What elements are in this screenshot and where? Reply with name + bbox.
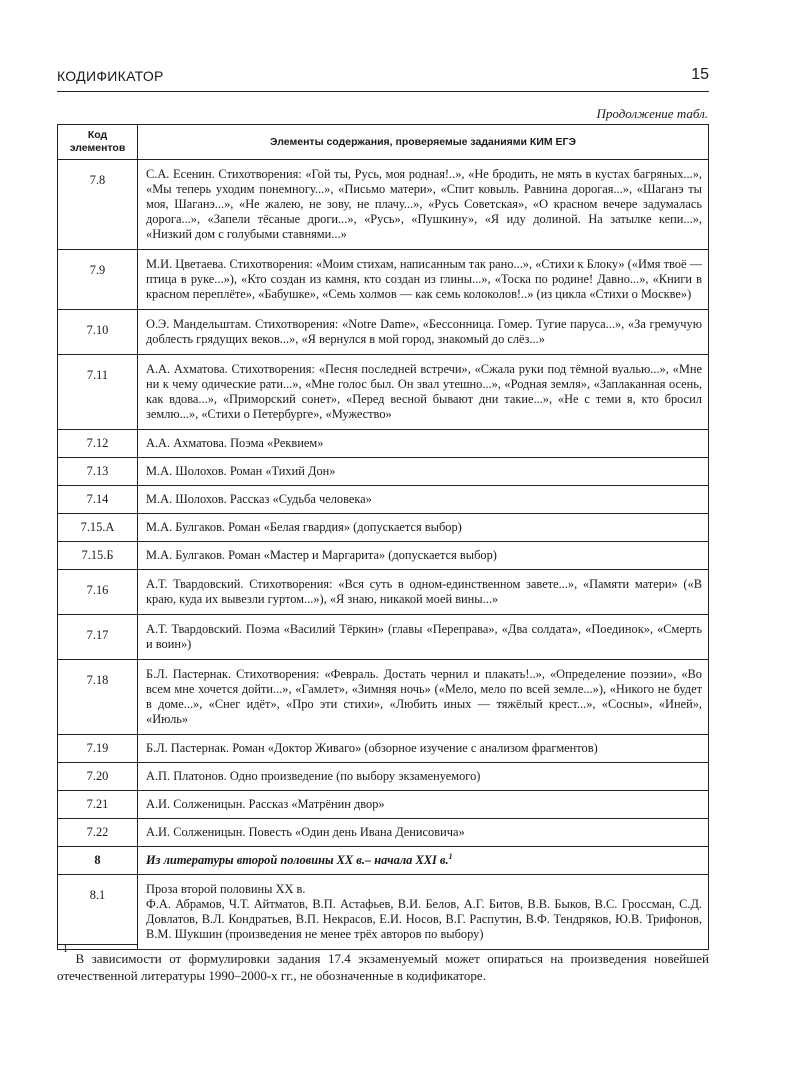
footnote-divider <box>57 944 137 945</box>
element-content-text: Проза второй половины XX в. <box>146 882 306 896</box>
element-content <box>138 542 709 570</box>
element-content <box>138 310 709 355</box>
table-row <box>58 735 709 763</box>
page-header <box>57 68 709 90</box>
table-continuation-label: Продолжение табл. <box>596 106 708 121</box>
element-code: 7.9 <box>58 250 138 310</box>
table-row <box>58 791 709 819</box>
element-code: 7.21 <box>58 791 138 819</box>
element-code: 7.22 <box>58 819 138 847</box>
footnote <box>57 944 710 984</box>
element-content-text: А.И. Солженицын. Рассказ «Матрёнин двор» <box>146 797 385 811</box>
element-content-text: М.А. Шолохов. Роман «Тихий Дон» <box>146 464 336 478</box>
element-content-text: О.Э. Мандельштам. Стихотворения: «Notre Dame», «Бессонница. Гомер. Тугие паруса...», «За гремучую доблесть грядущих веков...», «Я вернулся в мой город, знакомый до слёз...» <box>146 317 702 346</box>
element-code: 7.8 <box>58 160 138 250</box>
table-row <box>58 486 709 514</box>
element-content-text: С.А. Есенин. Стихотворения: «Гой ты, Русь, моя родная!..», «Не бродить, не мять в кустах багряных...», «Мы теперь уходим понемногу...», «Письмо матери», «Спит ковыль. Равнина дорогая...», «Шаганэ ты моя, Шаганэ...», «Не жалею, не зову, не плачу...», «Русь Советская», «О красном вечере задумалась дорога...», «Запели тёсаные дроги...», «Русь», «Пушкину», «Я иду долиной. На затылке кепи...», «Низкий дом с голубыми ставнями...» <box>146 167 702 241</box>
element-content <box>138 355 709 430</box>
element-content-text: М.И. Цветаева. Стихотворения: «Моим стихам, написанным так рано...», «Стихи к Блоку» («Имя твоё — птица в руке...»), «Кто создан из камня, кто создан из глины...», «Тоска по родине! Давно...», «Книги в красном переплёте», «Бабушке», «Семь холмов — как семь колоколов!..» (из цикла «Стихи о Москве») <box>146 257 702 301</box>
table-row <box>58 458 709 486</box>
element-content-text: М.А. Булгаков. Роман «Мастер и Маргарита» (допускается выбор) <box>146 548 497 562</box>
column-header-content: Элементы содержания, проверяемые заданиями КИМ ЕГЭ <box>138 125 709 160</box>
element-content <box>138 875 709 950</box>
table-row <box>58 660 709 735</box>
element-content-text: А.П. Платонов. Одно произведение (по выбору экзаменуемого) <box>146 769 481 783</box>
element-content <box>138 514 709 542</box>
element-content <box>138 615 709 660</box>
footnote-reference: 1 <box>448 851 453 861</box>
element-content <box>138 486 709 514</box>
element-content <box>138 458 709 486</box>
element-content-text: А.И. Солженицын. Повесть «Один день Ивана Денисовича» <box>146 825 465 839</box>
element-content <box>138 819 709 847</box>
table-row <box>58 542 709 570</box>
element-content <box>138 250 709 310</box>
table-row <box>58 570 709 615</box>
element-content <box>138 430 709 458</box>
element-code: 7.13 <box>58 458 138 486</box>
table-row <box>58 819 709 847</box>
table-row <box>58 430 709 458</box>
element-content-text: М.А. Булгаков. Роман «Белая гвардия» (допускается выбор) <box>146 520 462 534</box>
element-content-text: А.Т. Твардовский. Стихотворения: «Вся суть в одном-единственном завете...», «Памяти матери» («В краю, куда их вывезли гуртом...»), «Я знаю, никакой моей вины...» <box>146 577 702 606</box>
table-body <box>58 160 709 950</box>
element-content <box>138 570 709 615</box>
footnote-text: В зависимости от формулировки задания 17.4 экзаменуемый может опираться на произведения новейшей отечественной литературы 1990–2000-х гг., не обозначенные в кодификаторе. <box>57 951 710 983</box>
footnote-mark: 1 <box>63 944 68 955</box>
element-code: 8.1 <box>58 875 138 950</box>
element-content-text: Б.Л. Пастернак. Роман «Доктор Живаго» (обзорное изучение с анализом фрагментов) <box>146 741 598 755</box>
element-code: 7.10 <box>58 310 138 355</box>
table-header-row <box>58 125 709 160</box>
element-code: 7.11 <box>58 355 138 430</box>
table-row <box>58 875 709 950</box>
page-number: 15 <box>691 66 709 83</box>
element-content-text: Из литературы второй половины XX в.– начала XXI в. <box>146 853 449 867</box>
element-code: 7.16 <box>58 570 138 615</box>
element-code: 7.12 <box>58 430 138 458</box>
element-code: 7.15.А <box>58 514 138 542</box>
column-header-code: Код элементов <box>58 125 138 160</box>
element-code: 7.20 <box>58 763 138 791</box>
table-row <box>58 514 709 542</box>
element-code: 8 <box>58 847 138 875</box>
element-content <box>138 735 709 763</box>
table-row <box>58 615 709 660</box>
element-content-text: А.А. Ахматова. Стихотворения: «Песня последней встречи», «Сжала руки под тёмной вуалью...», «Мне ни к чему одические рати...», «Мне голос был. Он звал утешно...», «Родная земля», «Заплаканная осень, как вдова...», «Приморский сонет», «Перед весной бывают дни такие...», «Не с теми я, кто бросил землю...», «Стихи о Петербурге», «Мужество» <box>146 362 702 421</box>
table-row <box>58 160 709 250</box>
element-code: 7.14 <box>58 486 138 514</box>
element-content-authors: Ф.А. Абрамов, Ч.Т. Айтматов, В.П. Астафьев, В.И. Белов, А.Г. Битов, В.В. Быков, В.С. Гроссман, С.Д. Довлатов, В.Л. Кондратьев, В.П. Некрасов, Е.И. Носов, В.Г. Распутин, В.Ф. Тендряков, Ю.В. Трифонов, В.М. Шукшин (произведения не менее трёх авторов по выбору) <box>146 897 702 941</box>
element-content-text: М.А. Шолохов. Рассказ «Судьба человека» <box>146 492 372 506</box>
table-row <box>58 310 709 355</box>
element-content-text: А.Т. Твардовский. Поэма «Василий Тёркин» (главы «Переправа», «Два солдата», «Поединок», «Смерть и воин») <box>146 622 702 651</box>
element-content <box>138 791 709 819</box>
element-code: 7.18 <box>58 660 138 735</box>
element-content <box>138 847 709 875</box>
element-content <box>138 660 709 735</box>
element-content-text: Б.Л. Пастернак. Стихотворения: «Февраль. Достать чернил и плакать!..», «Определение поэзии», «Во всем мне хочется дойти...», «Гамлет», «Зимняя ночь» («Мело, мело по всей земле...»), «Никого не будет в доме...», «Снег идёт», «Про эти стихи», «Любить иных — тяжёлый крест...», «Сосны», «Иней», «Июль» <box>146 667 702 726</box>
table-row <box>58 763 709 791</box>
header-title: КОДИФИКАТОР <box>57 68 164 84</box>
codifier-table <box>57 124 709 950</box>
element-content <box>138 160 709 250</box>
table-row <box>58 355 709 430</box>
element-code: 7.19 <box>58 735 138 763</box>
table-row <box>58 250 709 310</box>
element-content <box>138 763 709 791</box>
header-divider <box>57 91 709 92</box>
element-code: 7.15.Б <box>58 542 138 570</box>
element-content-text: А.А. Ахматова. Поэма «Реквием» <box>146 436 324 450</box>
element-code: 7.17 <box>58 615 138 660</box>
table-section-row <box>58 847 709 875</box>
